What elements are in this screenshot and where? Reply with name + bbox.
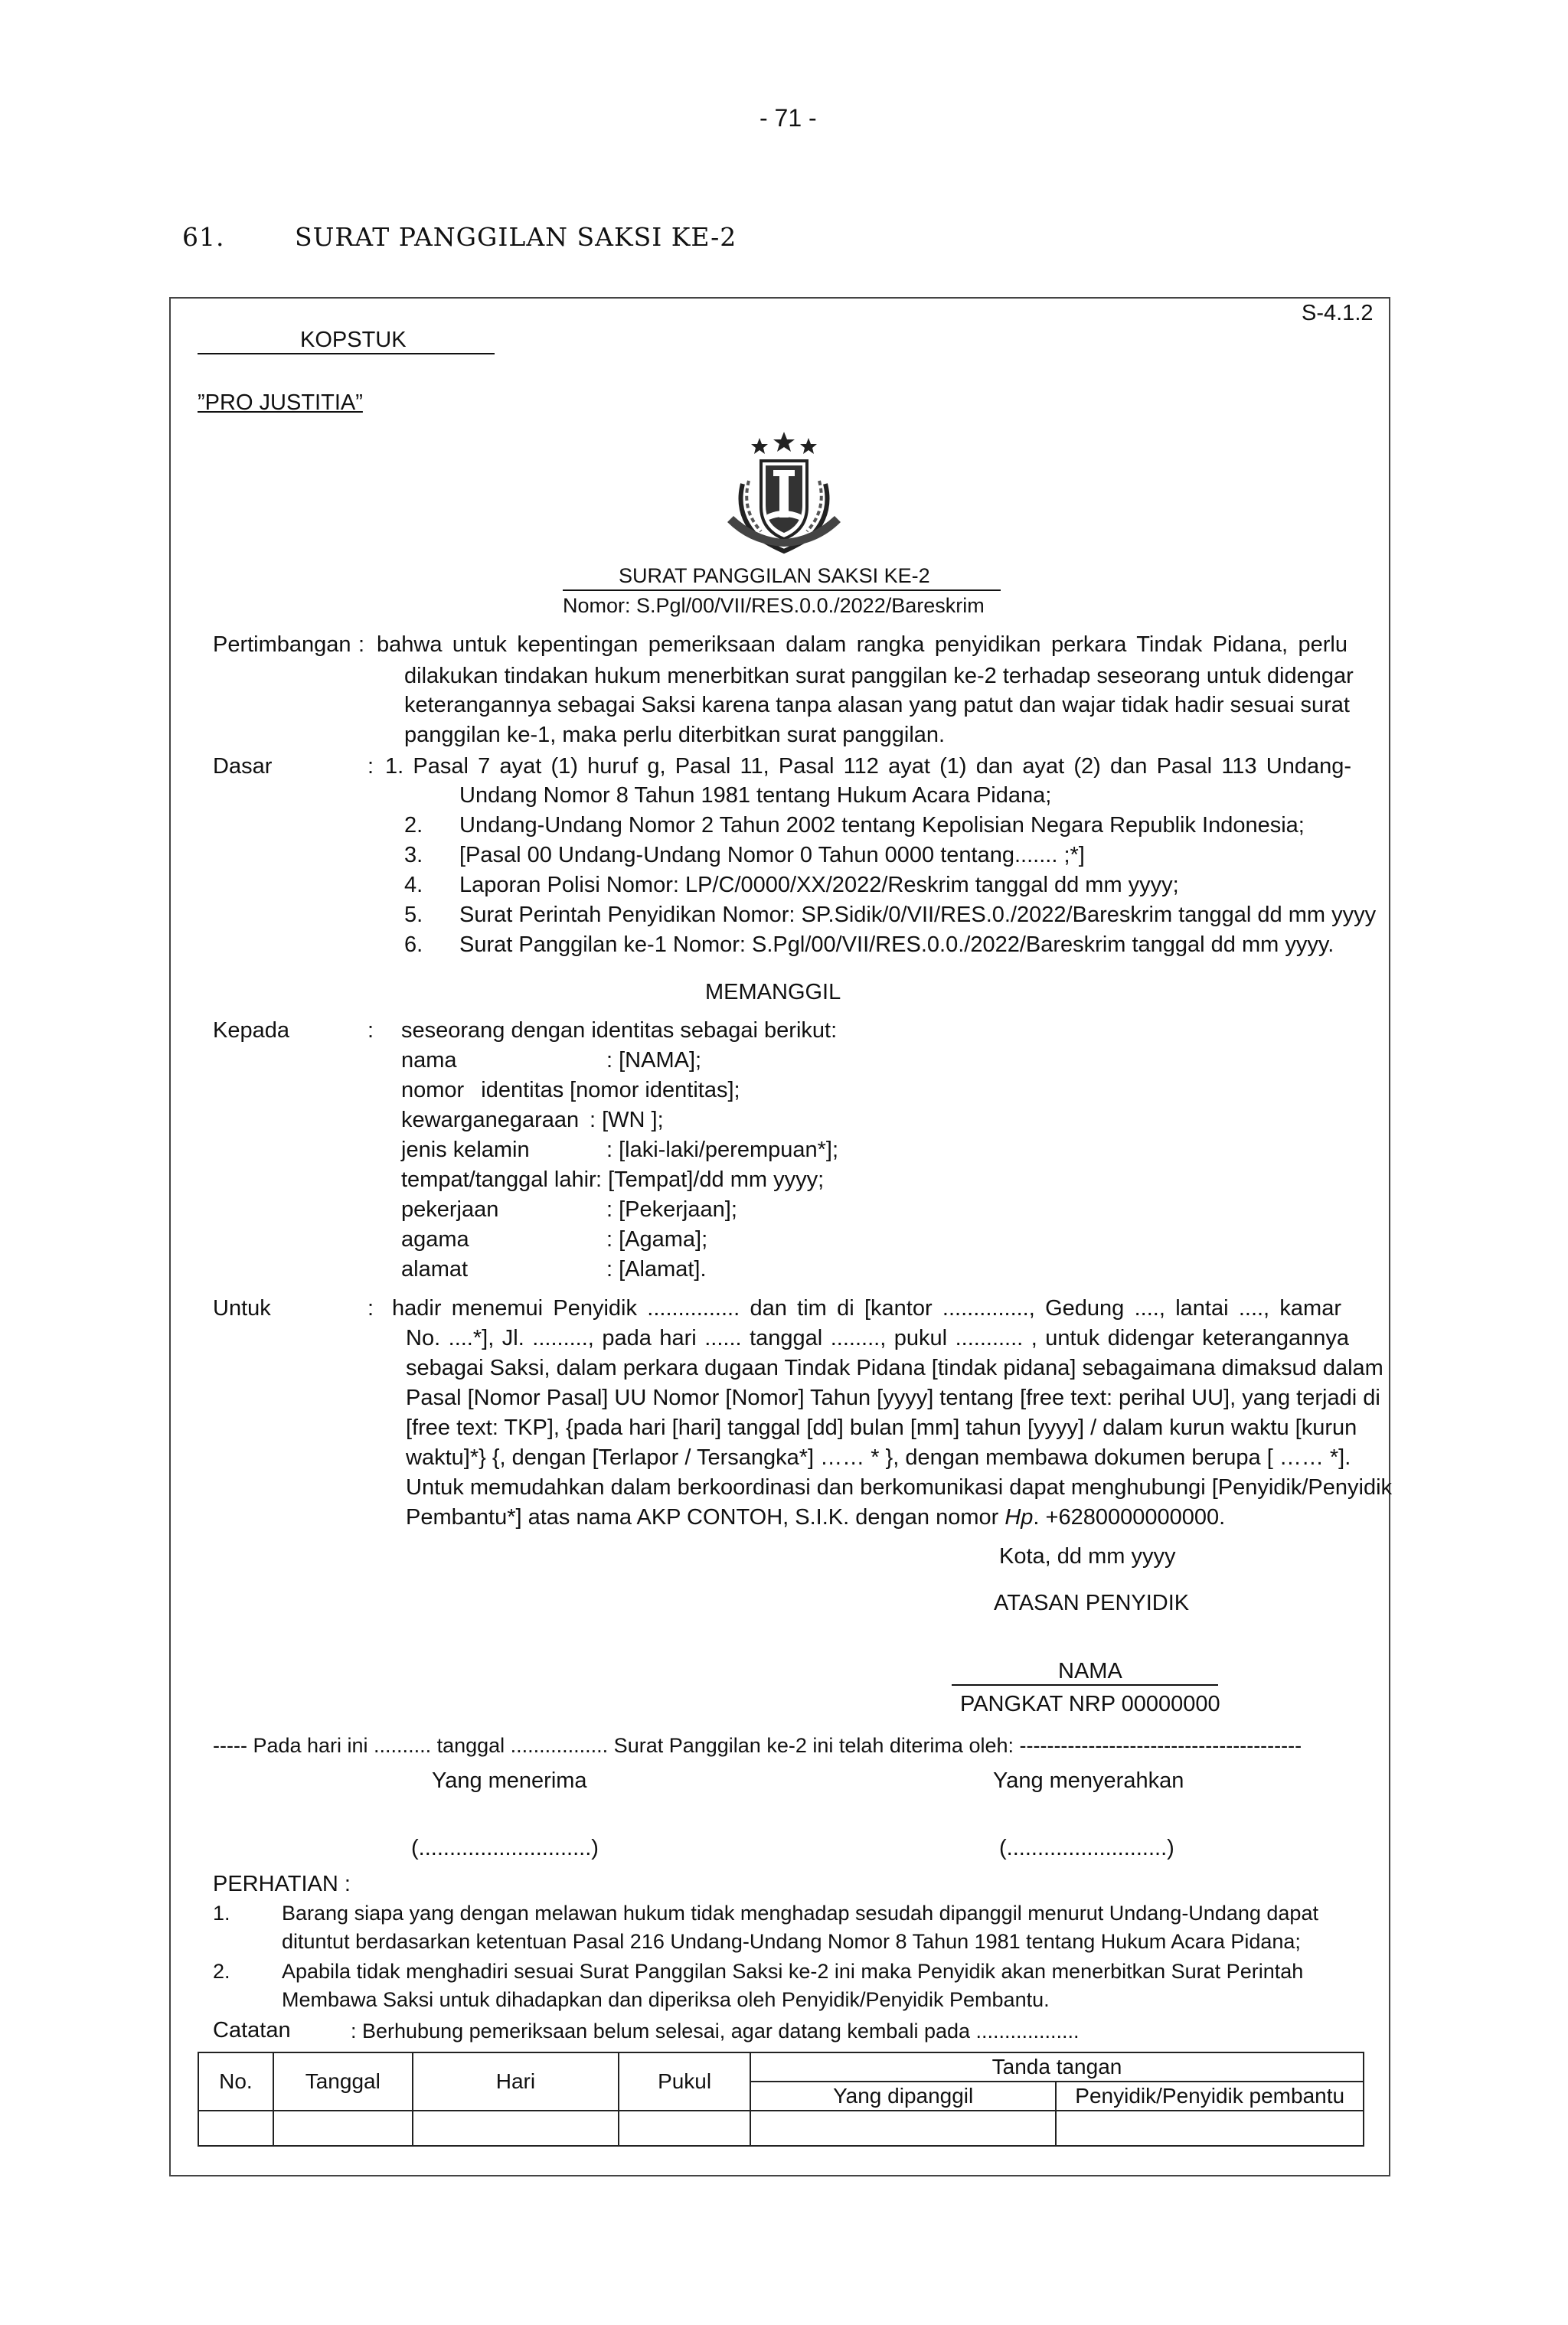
kopstuk: KOPSTUK bbox=[300, 328, 407, 352]
signer-rank: PANGKAT NRP 00000000 bbox=[960, 1692, 1220, 1716]
perhatian-text: Apabila tidak menghadiri sesuai Surat Panggilan Saksi ke-2 ini maka Penyidik akan menerbitkan Surat Perintah bbox=[282, 1960, 1304, 1983]
identity-label: nomor identitas bbox=[401, 1078, 564, 1102]
atasan-penyidik: ATASAN PENYIDIK bbox=[994, 1591, 1190, 1615]
perhatian-title: PERHATIAN : bbox=[213, 1872, 351, 1896]
dasar-item-text: Surat Panggilan ke-1 Nomor: S.Pgl/00/VII/RES.0.0./2022/Bareskrim tanggal dd mm yyyy. bbox=[459, 932, 1334, 957]
kepada-intro: seseorang dengan identitas sebagai berikut: bbox=[401, 1018, 838, 1043]
catatan-label: Catatan bbox=[213, 2018, 291, 2043]
untuk-line-1: hadir menemui Penyidik ............... dan tim di [kantor .............., Gedung ...., lantai ...., kamar bbox=[392, 1296, 1341, 1321]
signer-name: NAMA bbox=[1058, 1659, 1122, 1683]
letter-title: SURAT PANGGILAN SAKSI KE-2 bbox=[619, 564, 930, 587]
pertimbangan-line-1: bahwa untuk kepentingan pemeriksaan dalam rangka penyidikan perkara Tindak Pidana, perlu bbox=[377, 632, 1348, 657]
identity-label: agama bbox=[401, 1227, 469, 1252]
dasar-item-1-line-2: Undang Nomor 8 Tahun 1981 tentang Hukum Acara Pidana; bbox=[459, 783, 1052, 808]
dasar-item-num: 5. bbox=[404, 903, 423, 927]
section-number: 61. bbox=[182, 222, 225, 252]
revisit-table bbox=[198, 2052, 1364, 2147]
untuk-line-5: [free text: TKP], {pada hari [hari] tanggal [dd] bulan [mm] tahun [yyyy] / dalam kurun waktu [kurun bbox=[406, 1416, 1357, 1440]
pertimbangan-sep: : bbox=[358, 632, 365, 657]
giver-signature-blank: (..........................) bbox=[999, 1836, 1174, 1860]
pro-justitia: ”PRO JUSTITIA” bbox=[198, 390, 363, 415]
identity-value: : [WN ]; bbox=[590, 1108, 664, 1132]
dasar-item-text: [Pasal 00 Undang-Undang Nomor 0 Tahun 0000 tentang....... ;*] bbox=[459, 843, 1085, 867]
identity-label: alamat bbox=[401, 1257, 469, 1282]
col-pukul: Pukul bbox=[619, 2052, 750, 2111]
dasar-label: Dasar bbox=[213, 754, 273, 779]
col-no: No. bbox=[198, 2052, 273, 2111]
identity-label: pekerjaan bbox=[401, 1197, 499, 1222]
dasar-item-text: Laporan Polisi Nomor: LP/C/0000/XX/2022/Reskrim tanggal dd mm yyyy; bbox=[459, 873, 1179, 897]
police-emblem-icon bbox=[712, 430, 856, 559]
untuk-line-7: Untuk memudahkan dalam berkoordinasi dan berkomunikasi dapat menghubungi [Penyidik/Penyidik bbox=[406, 1475, 1393, 1500]
kopstuk-underline bbox=[198, 353, 495, 354]
identity-label: kewarganegaraan bbox=[401, 1108, 580, 1132]
kepada-sep: : bbox=[368, 1018, 374, 1043]
section-title: SURAT PANGGILAN SAKSI KE-2 bbox=[295, 222, 737, 252]
pertimbangan-line-4: panggilan ke-1, maka perlu diterbitkan surat panggilan. bbox=[404, 723, 946, 747]
col-hari: Hari bbox=[413, 2052, 619, 2111]
dasar-item-text: Surat Perintah Penyidikan Nomor: SP.Sidik/0/VII/RES.0./2022/Bareskrim tanggal dd mm yyyy bbox=[459, 903, 1377, 927]
dasar-item-text: Undang-Undang Nomor 2 Tahun 2002 tentang Kepolisian Negara Republik Indonesia; bbox=[459, 813, 1305, 838]
untuk-line-8-suffix: . +6280000000000. bbox=[1033, 1505, 1226, 1530]
signer-underline bbox=[952, 1684, 1218, 1686]
kepada-label: Kepada bbox=[213, 1018, 289, 1043]
dasar-sep: : bbox=[368, 754, 374, 779]
identity-value: : [laki-laki/perempuan*]; bbox=[606, 1138, 839, 1162]
untuk-line-4: Pasal [Nomor Pasal] UU Nomor [Nomor] Tahun [yyyy] tentang [free text: perihal UU], yang terjadi di bbox=[406, 1386, 1380, 1410]
dasar-item-num: 2. bbox=[404, 813, 423, 838]
col-tanda-tangan: Tanda tangan bbox=[750, 2052, 1364, 2082]
perhatian-text: dituntut berdasarkan ketentuan Pasal 216 Undang-Undang Nomor 8 Tahun 1981 tentang Hukum Acara Pidana; bbox=[282, 1930, 1301, 1953]
untuk-label: Untuk bbox=[213, 1296, 271, 1321]
giver-label: Yang menyerahkan bbox=[993, 1768, 1184, 1793]
identity-label: nama bbox=[401, 1048, 457, 1073]
untuk-line-2: No. ....*], Jl. ........., pada hari ...... tanggal ........, pukul ........... , untuk didengar keterangannya bbox=[406, 1326, 1349, 1350]
catatan-text: : Berhubung pemeriksaan belum selesai, agar datang kembali pada .................. bbox=[351, 2020, 1080, 2043]
dasar-item-num: 6. bbox=[404, 932, 423, 957]
receiver-signature-blank: (............................) bbox=[411, 1836, 599, 1860]
letter-number: Nomor: S.Pgl/00/VII/RES.0.0./2022/Bareskrim bbox=[563, 594, 985, 617]
dasar-item-num: 4. bbox=[404, 873, 423, 897]
untuk-line-8 bbox=[406, 1505, 1225, 1530]
title-underline bbox=[563, 589, 1001, 591]
identity-value: : [NAMA]; bbox=[606, 1048, 702, 1073]
receiver-label: Yang menerima bbox=[432, 1768, 587, 1793]
form-code: S-4.1.2 bbox=[1302, 301, 1374, 325]
pertimbangan-line-2: dilakukan tindakan hukum menerbitkan surat panggilan ke-2 terhadap seseorang untuk didengar bbox=[404, 664, 1354, 688]
identity-value: : [Agama]; bbox=[606, 1227, 708, 1252]
page-number: - 71 - bbox=[760, 104, 817, 132]
untuk-hp-abbrev: Hp bbox=[1004, 1505, 1034, 1530]
perhatian-num: 1. bbox=[213, 1902, 230, 1925]
sub-penyidik: Penyidik/Penyidik pembantu bbox=[1056, 2082, 1364, 2111]
identity-value: : [nomor identitas]; bbox=[557, 1078, 740, 1102]
table-cell[interactable] bbox=[413, 2111, 619, 2146]
perhatian-num: 2. bbox=[213, 1960, 230, 1983]
table-cell[interactable] bbox=[750, 2111, 1056, 2146]
untuk-line-8-prefix: Pembantu*] atas nama AKP CONTOH, S.I.K. dengan nomor bbox=[406, 1505, 1005, 1530]
table-cell[interactable] bbox=[619, 2111, 750, 2146]
identity-label: tempat/tanggal lahir bbox=[401, 1167, 596, 1192]
identity-value: : [Tempat]/dd mm yyyy; bbox=[596, 1167, 825, 1192]
table-cell[interactable] bbox=[198, 2111, 273, 2146]
untuk-line-6: waktu]*} {, dengan [Terlapor / Tersangka*] …… * }, dengan membawa dokumen berupa [ …… *]. bbox=[406, 1445, 1351, 1470]
table-row bbox=[198, 2111, 1364, 2146]
untuk-line-3: sebagai Saksi, dalam perkara dugaan Tindak Pidana [tindak pidana] sebagaimana dimaksud dalam bbox=[406, 1356, 1383, 1380]
sub-yang-dipanggil: Yang dipanggil bbox=[750, 2082, 1056, 2111]
identity-label: jenis kelamin bbox=[401, 1138, 530, 1162]
col-tanggal: Tanggal bbox=[273, 2052, 413, 2111]
receipt-line: ----- Pada hari ini .......... tanggal ................. Surat Panggilan ke-2 ini telah diterima oleh: ----------------------------------------- bbox=[213, 1734, 1302, 1757]
dasar-item-num: 3. bbox=[404, 843, 423, 867]
untuk-sep: : bbox=[368, 1296, 374, 1321]
pertimbangan-line-3: keterangannya sebagai Saksi karena tanpa alasan yang patut dan wajar tidak hadir sesuai surat bbox=[404, 693, 1350, 717]
identity-value: : [Pekerjaan]; bbox=[606, 1197, 737, 1222]
table-cell[interactable] bbox=[273, 2111, 413, 2146]
perhatian-text: Membawa Saksi untuk dihadapkan dan diperiksa oleh Penyidik/Penyidik Pembantu. bbox=[282, 1988, 1050, 2011]
identity-value: : [Alamat]. bbox=[606, 1257, 707, 1282]
perhatian-text: Barang siapa yang dengan melawan hukum tidak menghadap sesudah dipanggil menurut Undang-Undang dapat bbox=[282, 1902, 1318, 1925]
dasar-item-1-line-1: 1. Pasal 7 ayat (1) huruf g, Pasal 11, Pasal 112 ayat (1) dan ayat (2) dan Pasal 113 Undang- bbox=[385, 754, 1351, 779]
table-cell[interactable] bbox=[1056, 2111, 1364, 2146]
place-date: Kota, dd mm yyyy bbox=[999, 1544, 1176, 1569]
memanggil-heading: MEMANGGIL bbox=[705, 980, 841, 1004]
pertimbangan-label: Pertimbangan bbox=[213, 632, 351, 657]
